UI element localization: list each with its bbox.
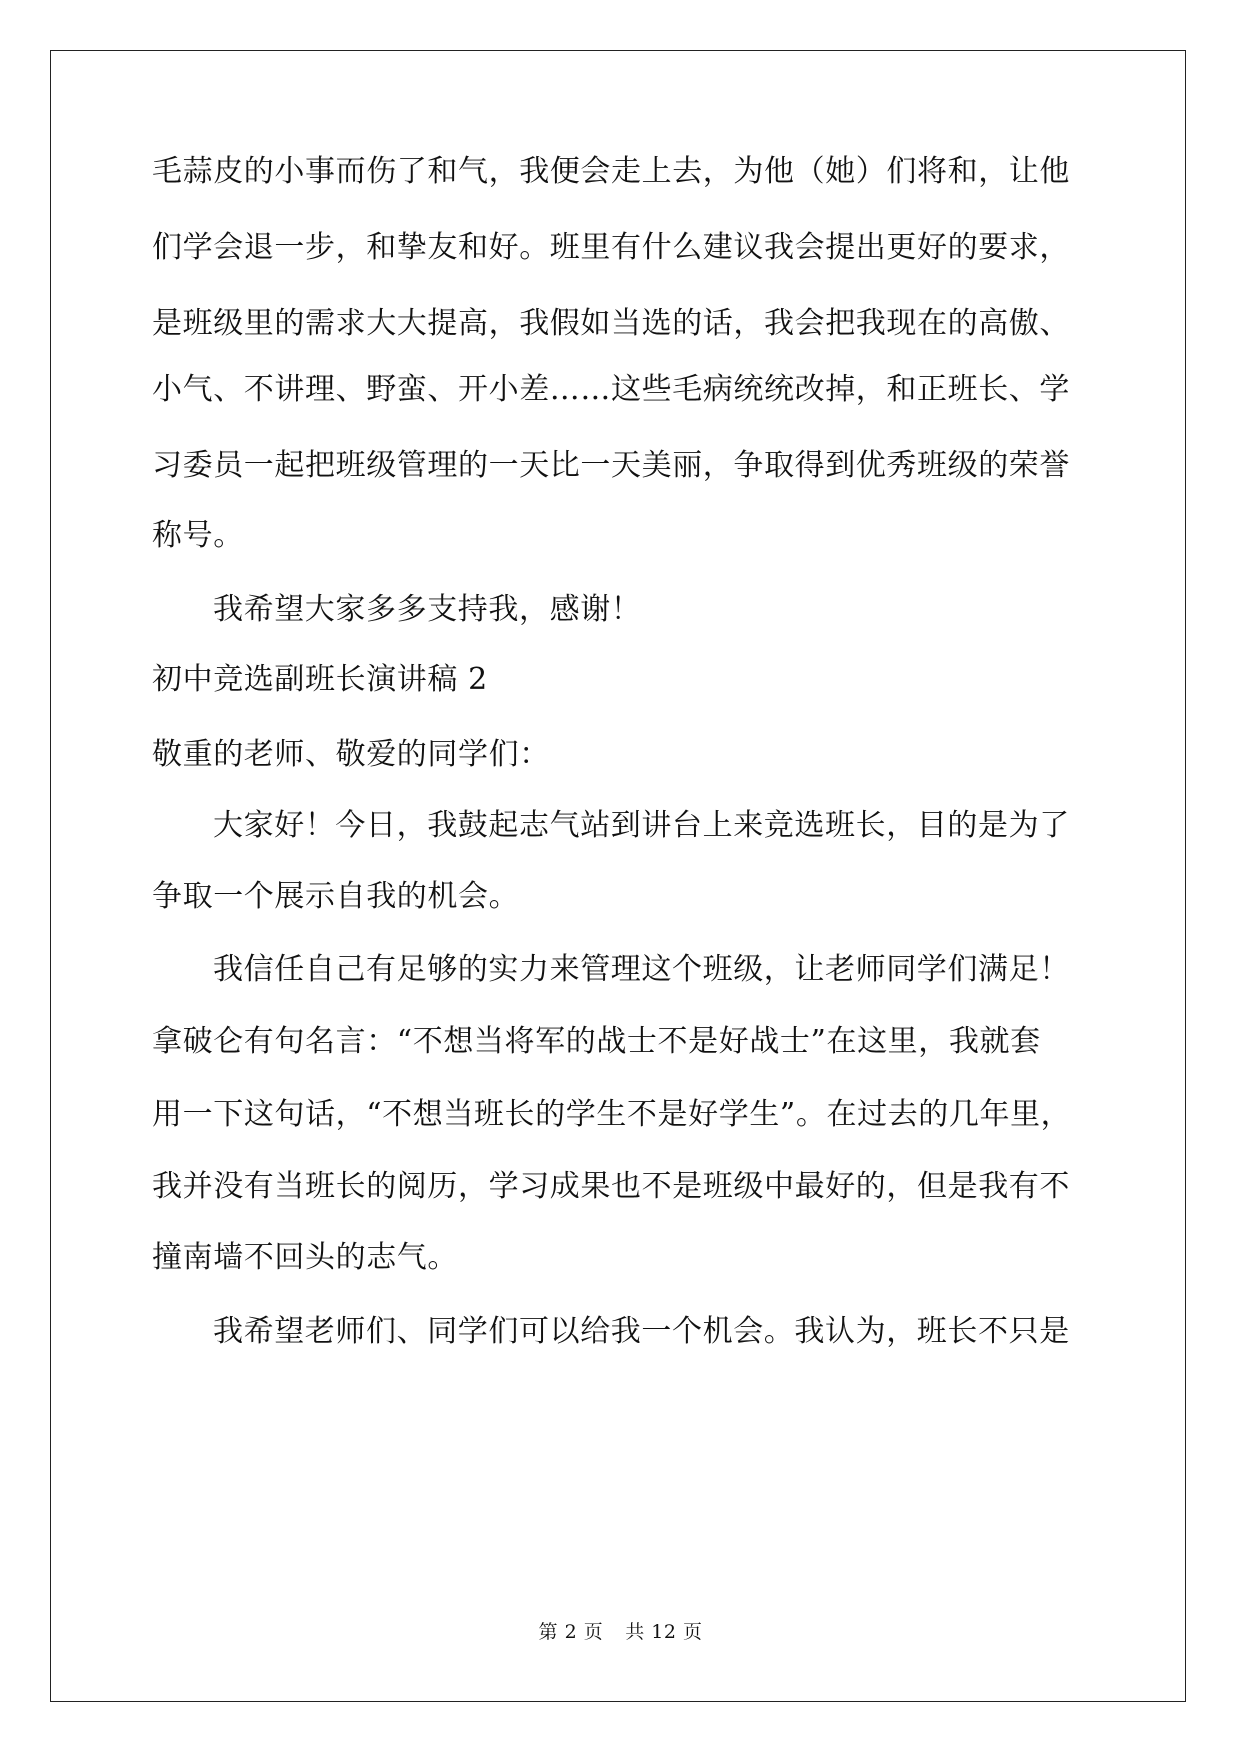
text-line: 用一下这句话，“不想当班长的学生不是好学生”。在过去的几年里， <box>152 1097 1072 1132</box>
text-line: 撞南墙不回头的志气。 <box>152 1240 458 1275</box>
text-line: 是班级里的需求大大提高，我假如当选的话，我会把我现在的高傲、 <box>152 306 1070 341</box>
text-line: 争取一个展示自我的机会。 <box>152 879 520 914</box>
page-footer <box>0 1620 1241 1644</box>
text-line: 小气、不讲理、野蛮、开小差……这些毛病统统改掉，和正班长、学 <box>152 372 1070 407</box>
text-line: 我希望老师们、同学们可以给我一个机会。我认为，班长不只是 <box>213 1314 1070 1349</box>
text-line: 我希望大家多多支持我，感谢！ <box>213 592 642 627</box>
page-total: 共 12 页 <box>625 1621 703 1643</box>
text-line: 大家好！今日，我鼓起志气站到讲台上来竞选班长，目的是为了 <box>213 808 1070 843</box>
text-line: 们学会退一步，和挚友和好。班里有什么建议我会提出更好的要求， <box>152 230 1070 265</box>
text-line: 拿破仑有句名言：“不想当将军的战士不是好战士”在这里，我就套 <box>152 1024 1041 1059</box>
text-line: 我信任自己有足够的实力来管理这个班级，让老师同学们满足！ <box>213 952 1070 987</box>
page-number: 第 2 页 <box>538 1621 604 1643</box>
section-heading: 初中竞选副班长演讲稿 2 <box>152 662 488 697</box>
salutation: 敬重的老师、敬爱的同学们： <box>152 737 550 772</box>
page-border <box>50 50 1186 1702</box>
text-line: 毛蒜皮的小事而伤了和气，我便会走上去，为他（她）们将和，让他 <box>152 154 1070 189</box>
text-line: 习委员一起把班级管理的一天比一天美丽，争取得到优秀班级的荣誉 <box>152 448 1070 483</box>
text-line: 我并没有当班长的阅历，学习成果也不是班级中最好的，但是我有不 <box>152 1169 1070 1204</box>
text-line: 称号。 <box>152 518 244 553</box>
